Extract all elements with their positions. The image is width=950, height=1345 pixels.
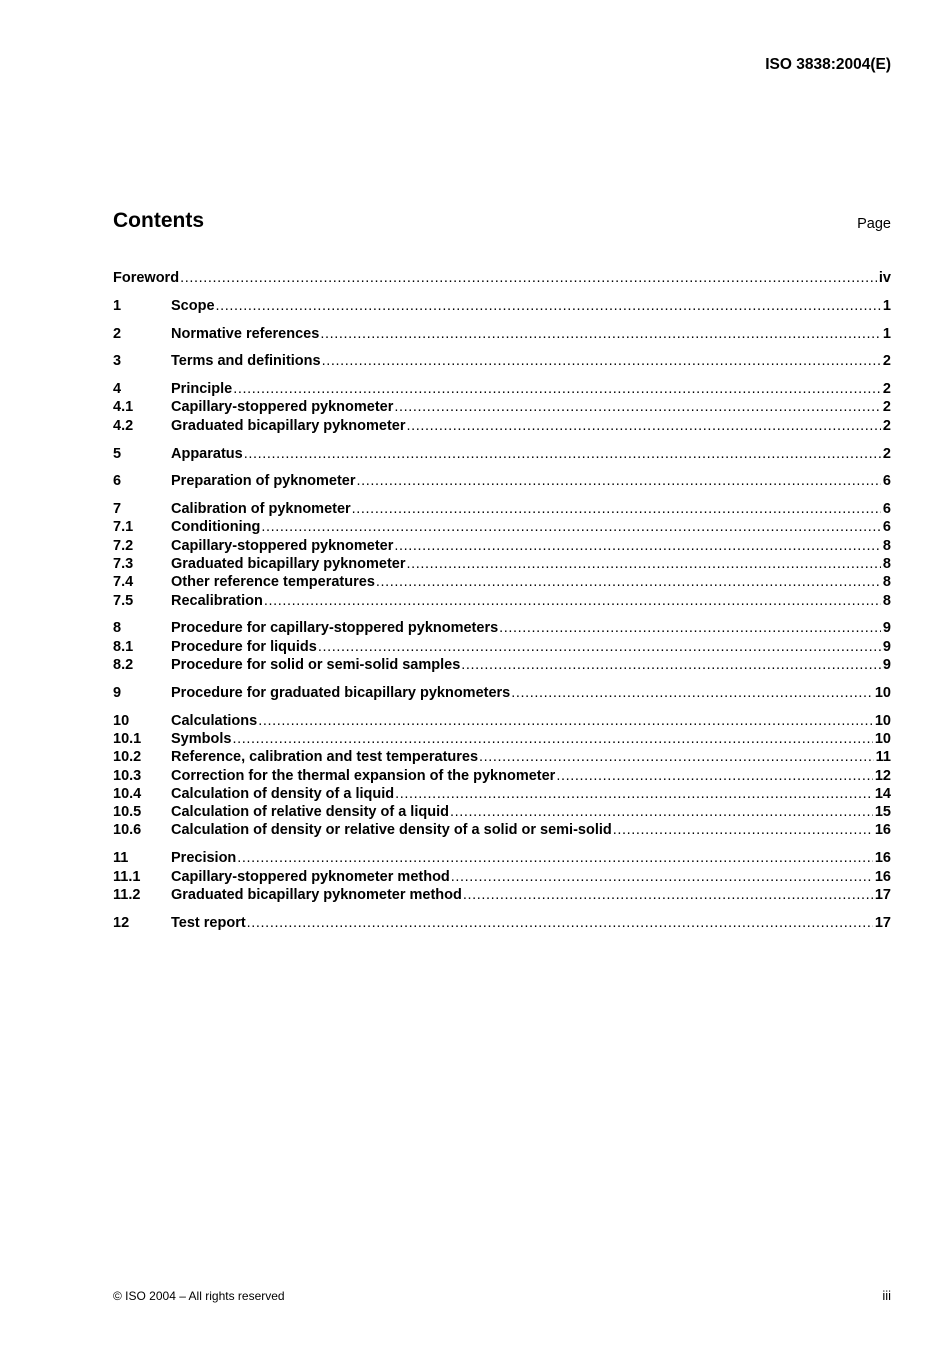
toc-entry	[113, 417, 891, 435]
copyright-notice: © ISO 2004 – All rights reserved	[113, 1289, 285, 1303]
toc-dot-leader	[479, 748, 874, 766]
toc-dot-leader	[463, 886, 873, 904]
toc-entry-number: 10.1	[113, 730, 142, 747]
toc-entry-page: 17	[874, 914, 891, 931]
toc-dot-leader	[394, 398, 881, 416]
toc-entry-number: 7.3	[113, 556, 134, 573]
toc-entry-number: 4.2	[113, 417, 134, 434]
toc-entry	[113, 352, 891, 370]
toc-dot-leader	[244, 445, 881, 463]
page-column-label: Page	[857, 216, 891, 232]
toc-group	[113, 269, 891, 287]
toc-entry	[113, 592, 891, 610]
toc-entry-page: 8	[882, 556, 891, 573]
toc-entry-page: 6	[882, 519, 891, 536]
toc-entry-page: 10	[874, 712, 891, 729]
toc-dot-leader	[180, 269, 877, 287]
toc-entry-number: 4.1	[113, 399, 134, 416]
toc-dot-leader	[357, 472, 881, 490]
toc-entry-number: 9	[113, 684, 122, 701]
toc-entry	[113, 684, 891, 702]
toc-entry-title: Terms and definitions	[171, 353, 321, 370]
toc-entry	[113, 914, 891, 932]
toc-entry-page: 10	[874, 684, 891, 701]
toc-entry-number: 1	[113, 297, 122, 314]
toc-entry-page: 16	[874, 822, 891, 839]
toc-dot-leader	[237, 849, 873, 867]
toc-entry-page: 2	[882, 417, 891, 434]
toc-dot-leader	[258, 712, 873, 730]
toc-entry-page: 2	[882, 399, 891, 416]
toc-group	[113, 619, 891, 674]
toc-entry-title: Preparation of pyknometer	[171, 473, 356, 490]
toc-entry	[113, 785, 891, 803]
toc-entry	[113, 638, 891, 656]
toc-dot-leader	[407, 417, 881, 435]
toc-entry-page: 6	[882, 473, 891, 490]
toc-entry-number: 11	[113, 850, 129, 867]
toc-entry	[113, 619, 891, 637]
contents-heading: Contents	[113, 209, 204, 232]
toc-entry-page: 16	[874, 850, 891, 867]
toc-group	[113, 380, 891, 435]
toc-entry-page: 8	[882, 574, 891, 591]
toc-entry-title: Foreword	[113, 270, 180, 286]
toc-entry-title: Graduated bicapillary pyknometer method	[171, 886, 462, 903]
toc-group	[113, 712, 891, 840]
toc-entry-page: 2	[882, 381, 891, 398]
toc-entry-number: 12	[113, 914, 130, 931]
footer-page-number: iii	[882, 1288, 891, 1303]
toc-dot-leader	[322, 352, 881, 370]
toc-entry-page: 1	[882, 325, 891, 342]
toc-dot-leader	[407, 555, 881, 573]
toc-entry-page: 9	[882, 620, 891, 637]
toc-entry-title: Reference, calibration and test temperatures	[171, 749, 479, 766]
toc-dot-leader	[451, 868, 873, 886]
document-id: ISO 3838:2004(E)	[765, 56, 891, 73]
toc-entry-page: 8	[882, 592, 891, 609]
toc-entry-title: Symbols	[171, 730, 232, 747]
toc-dot-leader	[394, 537, 881, 555]
toc-entry	[113, 868, 891, 886]
toc-entry-number: 2	[113, 325, 122, 342]
toc-entry-number: 6	[113, 473, 122, 490]
toc-entry-page: 2	[882, 445, 891, 462]
toc-entry-number: 7	[113, 501, 122, 518]
toc-dot-leader	[352, 500, 881, 518]
toc-entry	[113, 380, 891, 398]
toc-entry-title: Calibration of pyknometer	[171, 501, 351, 518]
toc-entry	[113, 472, 891, 490]
toc-entry-title: Conditioning	[171, 519, 261, 536]
toc-entry-number: 10.6	[113, 822, 142, 839]
toc-dot-leader	[395, 785, 873, 803]
toc-dot-leader	[232, 730, 872, 748]
toc-entry-title: Principle	[171, 381, 233, 398]
toc-dot-leader	[247, 914, 873, 932]
toc-entry	[113, 712, 891, 730]
toc-entry-title: Capillary-stoppered pyknometer	[171, 537, 394, 554]
toc-dot-leader	[450, 803, 873, 821]
toc-entry-number: 10.4	[113, 785, 142, 802]
toc-entry-number: 8	[113, 620, 122, 637]
toc-entry-number: 3	[113, 353, 122, 370]
toc-dot-leader	[216, 297, 881, 315]
toc-entry-title: Correction for the thermal expansion of the pyknometer	[171, 767, 556, 784]
toc-entry-number: 10	[113, 712, 130, 729]
toc-entry-number: 5	[113, 445, 122, 462]
toc-group	[113, 472, 891, 490]
toc-entry-page: 10	[874, 730, 891, 747]
toc-group	[113, 325, 891, 343]
toc-entry	[113, 656, 891, 674]
toc-entry	[113, 803, 891, 821]
toc-entry-page: 9	[882, 638, 891, 655]
toc-dot-leader	[556, 767, 873, 785]
toc-entry	[113, 730, 891, 748]
toc-entry-number: 8.1	[113, 638, 134, 655]
toc-entry-title: Graduated bicapillary pyknometer	[171, 556, 406, 573]
toc-entry	[113, 886, 891, 904]
toc-entry	[113, 445, 891, 463]
toc-entry-number: 7.2	[113, 537, 134, 554]
toc-entry-title: Procedure for liquids	[171, 638, 317, 655]
toc-entry-number: 11.1	[113, 868, 141, 885]
toc-entry-title: Calculation of relative density of a liquid	[171, 804, 449, 821]
table-of-contents	[113, 269, 891, 941]
toc-entry-number: 7.1	[113, 519, 134, 536]
toc-entry	[113, 555, 891, 573]
toc-entry	[113, 767, 891, 785]
toc-entry-number: 4	[113, 381, 122, 398]
toc-dot-leader	[320, 325, 881, 343]
toc-dot-leader	[461, 656, 881, 674]
toc-entry-number: 10.5	[113, 804, 142, 821]
toc-entry	[113, 849, 891, 867]
toc-entry-title: Procedure for graduated bicapillary pyknometers	[171, 684, 511, 701]
toc-group	[113, 445, 891, 463]
toc-dot-leader	[511, 684, 873, 702]
toc-dot-leader	[261, 518, 881, 536]
toc-entry-number: 10.3	[113, 767, 142, 784]
toc-entry-page: iv	[878, 270, 891, 286]
toc-dot-leader	[264, 592, 881, 610]
toc-entry-title: Normative references	[171, 325, 320, 342]
toc-group	[113, 500, 891, 610]
toc-entry-title: Apparatus	[171, 445, 243, 462]
toc-entry-page: 12	[874, 767, 891, 784]
toc-entry-page: 8	[882, 537, 891, 554]
toc-entry-title: Capillary-stoppered pyknometer	[171, 399, 394, 416]
toc-entry-page: 15	[874, 804, 891, 821]
toc-entry-number: 10.2	[113, 749, 142, 766]
toc-entry-page: 11	[875, 749, 891, 766]
toc-entry	[113, 297, 891, 315]
toc-dot-leader	[233, 380, 881, 398]
toc-entry-title: Calculation of density of a liquid	[171, 785, 395, 802]
toc-entry-number: 11.2	[113, 886, 141, 903]
toc-dot-leader	[613, 821, 873, 839]
toc-entry	[113, 269, 891, 287]
toc-entry-page: 17	[874, 886, 891, 903]
toc-group	[113, 684, 891, 702]
toc-entry-title: Precision	[171, 850, 237, 867]
toc-dot-leader	[376, 573, 881, 591]
toc-entry-page: 2	[882, 353, 891, 370]
toc-group	[113, 914, 891, 932]
toc-dot-leader	[318, 638, 881, 656]
toc-entry-title: Graduated bicapillary pyknometer	[171, 417, 406, 434]
toc-entry	[113, 821, 891, 839]
toc-entry-title: Scope	[171, 297, 215, 314]
toc-entry-title: Procedure for capillary-stoppered pyknometers	[171, 620, 499, 637]
toc-entry-page: 9	[882, 657, 891, 674]
toc-entry-title: Procedure for solid or semi-solid samples	[171, 657, 461, 674]
toc-entry	[113, 537, 891, 555]
toc-entry-title: Capillary-stoppered pyknometer method	[171, 868, 450, 885]
toc-entry	[113, 325, 891, 343]
toc-entry-title: Calculations	[171, 712, 258, 729]
toc-entry	[113, 748, 891, 766]
toc-group	[113, 352, 891, 370]
toc-entry	[113, 518, 891, 536]
toc-entry-title: Calculation of density or relative density of a solid or semi-solid	[171, 822, 612, 839]
toc-entry-number: 8.2	[113, 657, 134, 674]
toc-entry-title: Other reference temperatures	[171, 574, 375, 591]
toc-group	[113, 297, 891, 315]
toc-entry-number: 7.4	[113, 574, 134, 591]
toc-group	[113, 849, 891, 904]
toc-entry-page: 14	[874, 785, 891, 802]
toc-entry-number: 7.5	[113, 592, 134, 609]
toc-dot-leader	[499, 619, 881, 637]
toc-entry-title: Test report	[171, 914, 246, 931]
toc-entry	[113, 573, 891, 591]
toc-entry	[113, 398, 891, 416]
toc-entry-title: Recalibration	[171, 592, 263, 609]
toc-entry-page: 1	[882, 297, 891, 314]
toc-entry-page: 16	[874, 868, 891, 885]
toc-entry	[113, 500, 891, 518]
toc-entry-page: 6	[882, 501, 891, 518]
